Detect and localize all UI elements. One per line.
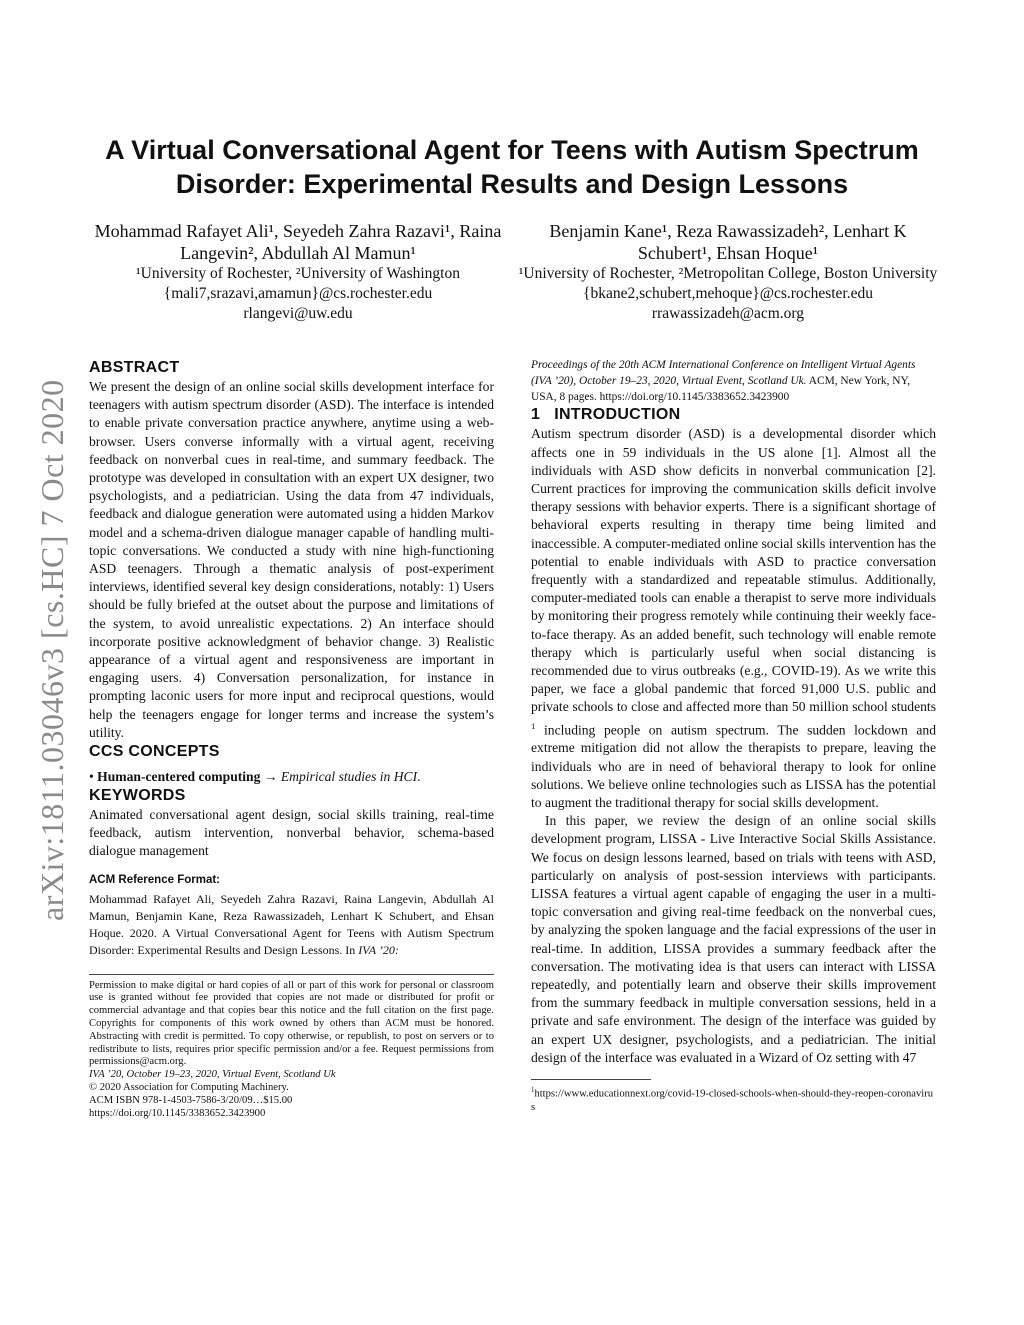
author-names: Benjamin Kane¹, Reza Rawassizadeh², Lenhart K Schubert¹, Ehsan Hoque¹ [549,221,907,263]
author-email: rrawassizadeh@acm.org [651,305,805,322]
proceedings-title: Proceedings of the 20th ACM International Conference on Intelligent Virtual Agents (IVA ’20), October 19–23, 2020, Virtual Event, Scotland Uk. [531,359,916,387]
reference-venue: IVA ’20: [358,942,399,957]
keywords-heading: KEYWORDS [89,787,186,805]
footnote-url[interactable]: https://www.educationnext.org/covid-19-closed-schools-when-should-they-reopen-coronavirus [531,1088,934,1113]
isbn: ACM ISBN 978-1-4503-7586-3/20/09…$15.00 [89,1094,293,1106]
author-email: rlangevi@uw.edu [243,305,353,322]
ccs-primary: Human-centered computing [97,769,261,785]
arxiv-identifier: arXiv:1811.03046v3 [cs.HC] 7 Oct 2020 [34,379,70,921]
author-block-left [88,220,508,324]
divider [89,974,494,975]
permission-notice: Permission to make digital or hard copies of all or part of this work for personal or classroom use is granted without fee provided that copies are not made or distributed for profit or commercial advantage and that copies bear this notice and the full citation on the first page. Copyrights for components of this work owned by others than ACM must be honored. Abstracting with credit is permitted. To copy otherwise, or republish, to post on servers or to redistribute to lists, requires prior specific permission and/or a fee. Request permissions from permissions@acm.org. [89,979,494,1068]
section-number: 1 [531,406,541,424]
paper-title: A Virtual Conversational Agent for Teens with Autism Spectrum Disorder: Experimental Results and Design Lessons [105,135,919,199]
section-title: INTRODUCTION [554,406,681,424]
arrow-icon: → [263,769,278,785]
reference-format-text [89,891,494,959]
copyright-notice: © 2020 Association for Computing Machinery. [89,1082,289,1094]
right-column [531,358,936,1114]
author-email: {mali7,srazavi,amamun}@cs.rochester.edu [163,285,433,302]
ccs-concept [89,768,494,786]
reference-citation: Mohammad Rafayet Ali, Seyedeh Zahra Razavi, Raina Langevin, Abdullah Al Mamun, Benjamin Kane, Reza Rawassizadeh, Lenhart K Schubert, and Ehsan Hoque. 2020. A Virtual Conversational Agent for Teens with Autism Spectrum Disorder: Experimental Results and Design Lessons. In [89,891,494,957]
author-affiliation: ¹University of Rochester, ²University of Washington [136,265,460,282]
doi-link[interactable]: https://doi.org/10.1145/3383652.3423900 [89,1107,266,1119]
intro-text-b: including people on autism spectrum. The sudden lockdown and extreme mitigation did not allow the therapists to prepare, leaving the individuals who are in need of behavioral therapy to look for online solutions. We believe online technologies such as LISSA has the potential to augment the traditional therapy for social skills development. [531,722,936,810]
keywords-text: Animated conversational agent design, social skills training, real-time feedback, autism intervention, nonverbal behavior, schema-based dialogue management [89,807,494,859]
proceedings-details: ACM, New York, NY, USA, 8 pages. https://doi.org/10.1145/3383652.3423900 [531,374,911,403]
author-email: {bkane2,schubert,mehoque}@cs.rochester.edu [583,285,873,302]
introduction-heading [531,405,936,425]
left-column [89,358,494,1120]
ccs-secondary: Empirical studies in HCI [280,769,418,785]
conference-info: IVA ’20, October 19–23, 2020, Virtual Event, Scotland Uk [89,1069,336,1081]
intro-paragraph-1 [531,425,936,812]
abstract-heading: ABSTRACT [89,359,180,376]
abstract-text: We present the design of an online social skills development interface for teenagers with autism spectrum disorder (ASD). The interface is intended to enable private conversation practice anywhere, anytime using a web-browser. Users converse informally with a virtual agent, receiving feedback on nonverbal cues in real-time, and summary feedback. The prototype was developed in consultation with an expert UX designer, two psychologists, and a pediatrician. Using the data from 47 individuals, feedback and dialogue generation were automated using a hidden Markov model and a schema-driven dialogue manager capable of handling multi-topic conversations. We conducted a study with nine high-functioning ASD teenagers. Through a thematic analysis of post-experiment interviews, identified several key design considerations, notably: 1) Users should be fully briefed at the outset about the purpose and limitations of the system, to avoid unrealistic expectations. 2) An interface should incorporate positive acknowledgment of behavior change. 3) Realistic appearance of a virtual agent and responsiveness are important in engaging users. 4) Conversation personalization, for instance in prompting laconic users for more input and reciprocal questions, would help the teenagers engage for longer terms and increase the system’s utility. [89,379,494,740]
intro-text-a: Autism spectrum disorder (ASD) is a developmental disorder which affects one in 59 individuals in the US alone [1]. Almost all the individuals with ASD show deficits in nonverbal communication [2]. Current practices for improving the communication skills deficit involve therapy sessions with behavior experts. There is a significant shortage of behavioral experts resulting in therapy time being limited and inaccessible. A computer-mediated online social skills intervention has the potential to enable individuals with ASD to practice conversation frequently with a standardized and repeatable stimulus. Additionally, computer-mediated tools can enable a therapist to serve more individuals by monitoring their progress remotely while continuing their weekly face-to-face therapy. As an added benefit, such technology will enable remote therapy which is particularly useful when social distancing is recommended due to virus outbreaks (e.g., COVID-19). As we write this paper, we face a global pandemic that forced 91,000 U.S. public and private schools to close and affected more than 50 million school students [531,426,936,715]
author-names: Mohammad Rafayet Ali¹, Seyedeh Zahra Razavi¹, Raina Langevin², Abdullah Al Mamun¹ [94,221,502,263]
reference-format-heading: ACM Reference Format: [89,873,220,886]
intro-paragraph-2: In this paper, we review the design of an online social skills development program, LISSA - Live Interactive Social Skills Assistance. We focus on design lessons learned, based on trials with teens with ASD, particularly on analysis of post-session interviews with participants. LISSA features a virtual agent capable of engaging the user in a multi-topic conversation and giving real-time feedback on the nonverbal cues, by analyzing the spoken language and the facial expressions of the user in real-time. In addition, LISSA provides a summary feedback after the conversation. The motivating idea is that users can interact with LISSA repeatedly, and potentially learn and observe their skills improvement from the summary feedback in multiple conversation sessions, held in a private and safe environment. The design of the interface was guided by an expert UX designer, psychologists, and a pediatrician. The initial design of the interface was evaluated in a Wizard of Oz setting with 47 [531,813,936,1065]
proceedings-citation [531,358,936,405]
author-block-right [518,220,938,324]
author-affiliation: ¹University of Rochester, ²Metropolitan College, Boston University [518,265,938,282]
bullet: • [89,769,94,785]
ccs-end: . [417,769,421,785]
footnote-divider [531,1079,651,1080]
footnote-number: 1 [531,1087,535,1095]
footnote [531,1084,936,1114]
footnote-marker[interactable]: 1 [531,720,536,731]
ccs-heading: CCS CONCEPTS [89,743,220,761]
